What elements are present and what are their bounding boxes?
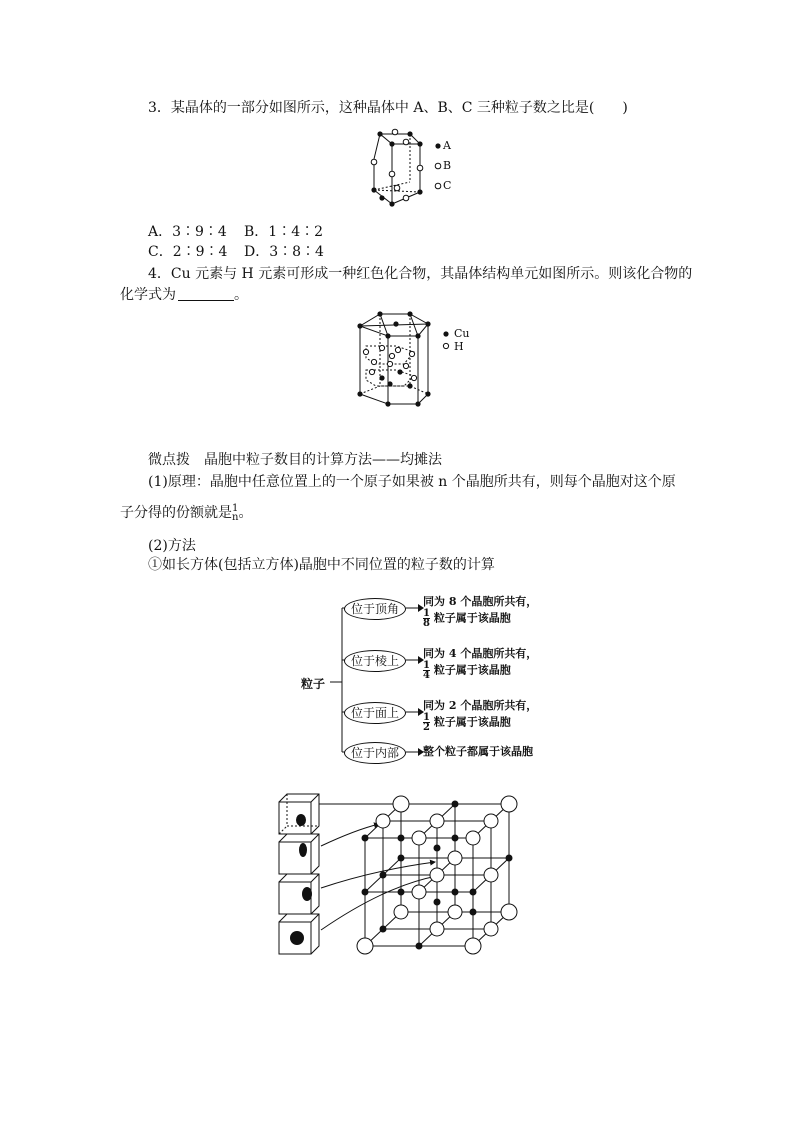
tree-root: 粒子: [301, 677, 326, 691]
q3-crystal-figure: [362, 124, 472, 214]
tip-p1-line1: (1)原理：晶胞中任意位置上的一个原子如果被 n 个晶胞所共有，则每个晶胞对这个原: [148, 474, 676, 490]
frac-numerator: 1: [232, 503, 239, 514]
node-corner: 位于顶角: [344, 598, 406, 620]
atom-b: [403, 195, 409, 201]
atom-b: [392, 129, 398, 135]
legend-c-marker: [435, 183, 441, 189]
atom-b: [371, 159, 377, 165]
q3-legend-c: C: [443, 179, 452, 192]
q4-stem-line2: 化学式为 。: [120, 287, 248, 303]
atom-a: [371, 187, 376, 192]
node-interior: 位于内部: [344, 742, 406, 764]
q3-option-d: D．3∶8∶4: [244, 244, 324, 260]
node-edge: 位于棱上: [344, 650, 406, 672]
lattice-figure: [275, 790, 535, 960]
atom-a: [377, 131, 382, 136]
q3-option-b: B．1∶4∶2: [244, 224, 324, 240]
q3-legend-a: A: [443, 139, 451, 152]
q4-stem-line1: 4．Cu 元素与 H 元素可形成一种红色化合物，其晶体结构单元如图所示。则该化合物的: [148, 266, 693, 282]
q3-stem: 3．某晶体的一部分如图所示，这种晶体中 A、B、C 三种粒子数之比是( ): [148, 100, 628, 116]
tip-title: 微点拨 晶胞中粒子数目的计算方法——均摊法: [148, 452, 442, 468]
atom-a: [389, 201, 394, 206]
legend-cu-marker: [443, 331, 448, 336]
tip-p2: (2)方法: [148, 538, 196, 554]
atom-a: [417, 189, 422, 194]
small-cube-edge: [279, 834, 319, 874]
q4-legend-cu: Cu: [454, 327, 470, 340]
small-cube-face: [279, 874, 319, 914]
answer-blank: [178, 286, 234, 301]
legend-a-marker: [435, 143, 440, 148]
atom-c: [403, 139, 409, 145]
atom-b: [417, 165, 423, 171]
tip-p3: ①如长方体(包括立方体)晶胞中不同位置的粒子数的计算: [148, 557, 495, 573]
q3-option-a: A．3∶9∶4: [148, 224, 227, 240]
small-cube-corner: [279, 794, 319, 834]
legend-h-marker: [443, 343, 448, 348]
atom-b: [389, 171, 395, 177]
legend-b-marker: [435, 163, 441, 169]
rule-face: 同为 2 个晶胞所共有， $\frac{1}{2}$ 粒子属于该晶胞: [423, 699, 538, 733]
node-face: 位于面上: [344, 702, 406, 724]
q4-crystal-figure: [352, 308, 448, 408]
q3-option-c: C．2∶9∶4: [148, 244, 228, 260]
q4-legend-h: H: [454, 340, 464, 353]
rule-interior: 整个粒子都属于该晶胞: [423, 745, 533, 758]
tip-p1-line2: 子分得的份额就是 1 n 。: [120, 503, 253, 523]
atom-a: [389, 141, 394, 146]
rule-edge: 同为 4 个晶胞所共有， $\frac{1}{4}$ 粒子属于该晶胞: [423, 647, 538, 681]
atom-a: [407, 131, 412, 136]
rule-corner: 同为 8 个晶胞所共有， $\frac{1}{8}$ 粒子属于该晶胞: [423, 595, 538, 629]
atom-a: [417, 141, 422, 146]
q3-legend-b: B: [443, 159, 452, 172]
frac-denominator: n: [232, 512, 239, 523]
atom-c: [394, 185, 400, 191]
atom-a: [379, 195, 384, 200]
